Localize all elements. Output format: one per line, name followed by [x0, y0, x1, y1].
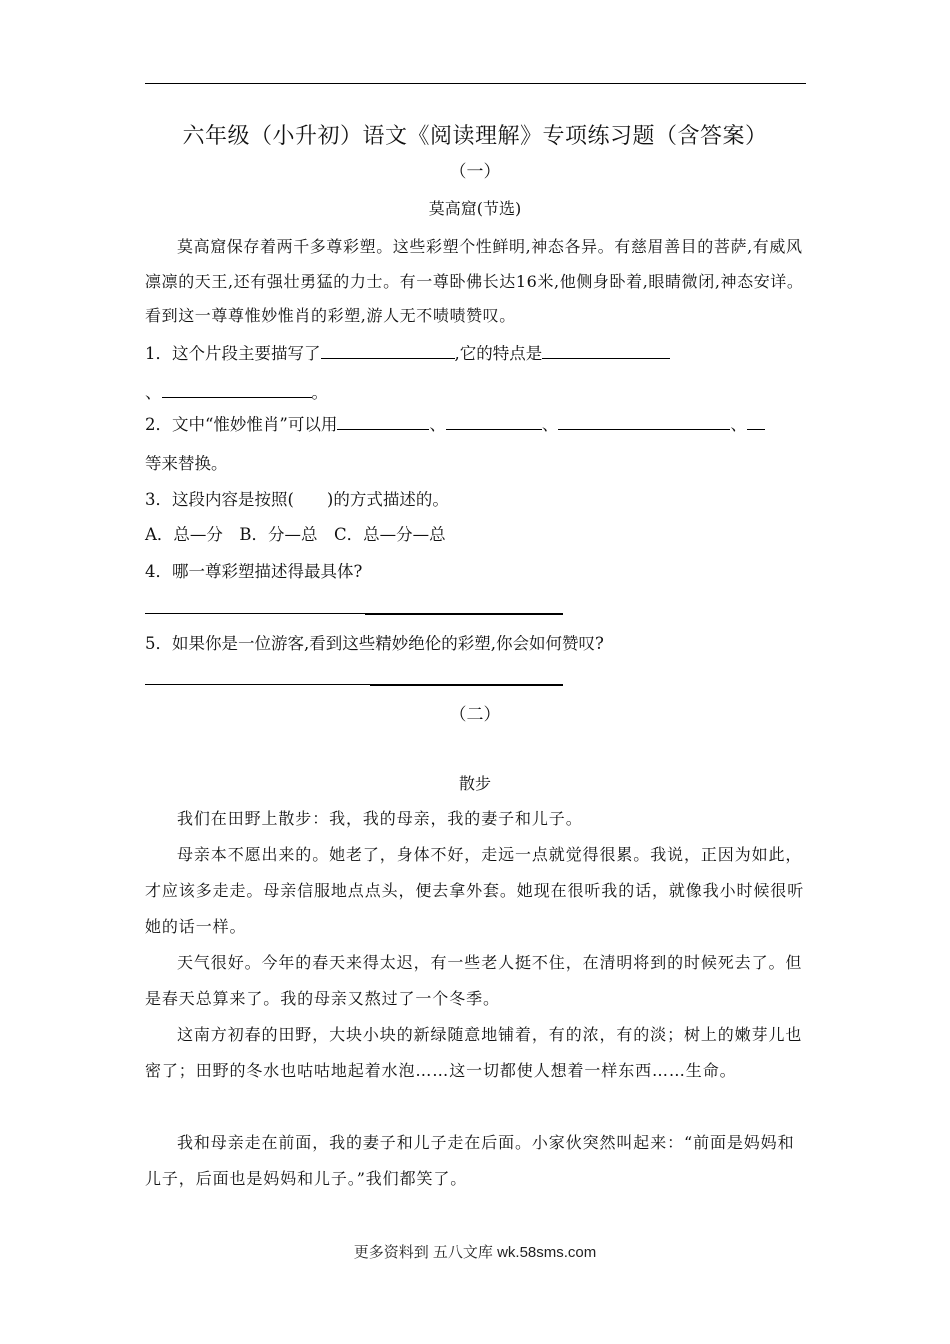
section-2-label: （二）: [449, 705, 501, 725]
answer-line[interactable]: [145, 684, 370, 685]
answer-blank[interactable]: [321, 342, 455, 359]
answer-blank[interactable]: [162, 381, 312, 398]
story-paragraph: 天气很好。今年的春天来得太迟，有一些老人挺不住，在清明将到的时候死去了。但是春天总算来了。我的母亲又熬过了一个冬季。: [145, 953, 803, 1008]
answer-line[interactable]: [145, 613, 365, 614]
question-3: 3．这段内容是按照( )的方式描述的。: [145, 490, 449, 509]
header-rule: [145, 83, 806, 84]
answer-line[interactable]: [370, 684, 563, 686]
answer-blank[interactable]: [337, 413, 429, 430]
question-1-continued: 、 。: [145, 383, 328, 402]
passage-1-title: 莫高窟(节选): [428, 199, 522, 218]
section-1-label: （一）: [449, 162, 501, 182]
page-title: 六年级（小升初）语文《阅读理解》专项练习题（含答案）: [182, 124, 768, 149]
answer-line[interactable]: [365, 613, 563, 615]
question-1: 1．这个片段主要描写了 ,它的特点是: [145, 342, 809, 366]
passage-1-text: 莫高窟保存着两千多尊彩塑。这些彩塑个性鲜明,神态各异。有慈眉善目的菩萨,有威风凛凛的天王,还有强壮勇猛的力士。有一尊卧佛长达16米,他侧身卧着,眼睛微闭,神态安详。看到这一尊尊惟妙惟肖的彩塑,游人无不啧啧赞叹。: [145, 237, 804, 325]
story-paragraph: 我们在田野上散步：我，我的母亲，我的妻子和儿子。: [177, 809, 583, 828]
answer-blank[interactable]: [542, 342, 670, 359]
story-paragraph: 母亲本不愿出来的。她老了，身体不好，走远一点就觉得很累。我说，正因为如此，才应该多走走。母亲信服地点点头，便去拿外套。她现在很听我的话，就像我小时候很听她的话一样。: [145, 845, 805, 936]
question-2-continued: 等来替换。: [145, 454, 228, 473]
question-5: 5．如果你是一位游客,看到这些精妙绝伦的彩塑,你会如何赞叹?: [145, 634, 604, 653]
answer-blank[interactable]: [747, 413, 765, 430]
question-2: 2．文中“惟妙惟肖”可以用 、 、 、: [145, 413, 809, 437]
passage-2-title: 散步: [458, 774, 491, 793]
answer-blank[interactable]: [558, 413, 730, 430]
question-3-options: A．总—分 B．分—总 C．总—分—总: [145, 525, 446, 544]
answer-blank[interactable]: [446, 413, 542, 430]
story-paragraph: 这南方初春的田野，大块小块的新绿随意地铺着，有的浓，有的淡；树上的嫩芽儿也密了；田野的冬水也咕咕地起着水泡……这一切都使人想着一样东西……生命。: [145, 1025, 803, 1080]
footer-watermark: 更多资料到 五八文库 wk.58sms.com: [353, 1244, 597, 1261]
question-4: 4．哪一尊彩塑描述得最具体?: [145, 562, 363, 581]
story-paragraph: 我和母亲走在前面，我的妻子和儿子走在后面。小家伙突然叫起来：“前面是妈妈和儿子，后面也是妈妈和儿子。”我们都笑了。: [145, 1133, 795, 1188]
